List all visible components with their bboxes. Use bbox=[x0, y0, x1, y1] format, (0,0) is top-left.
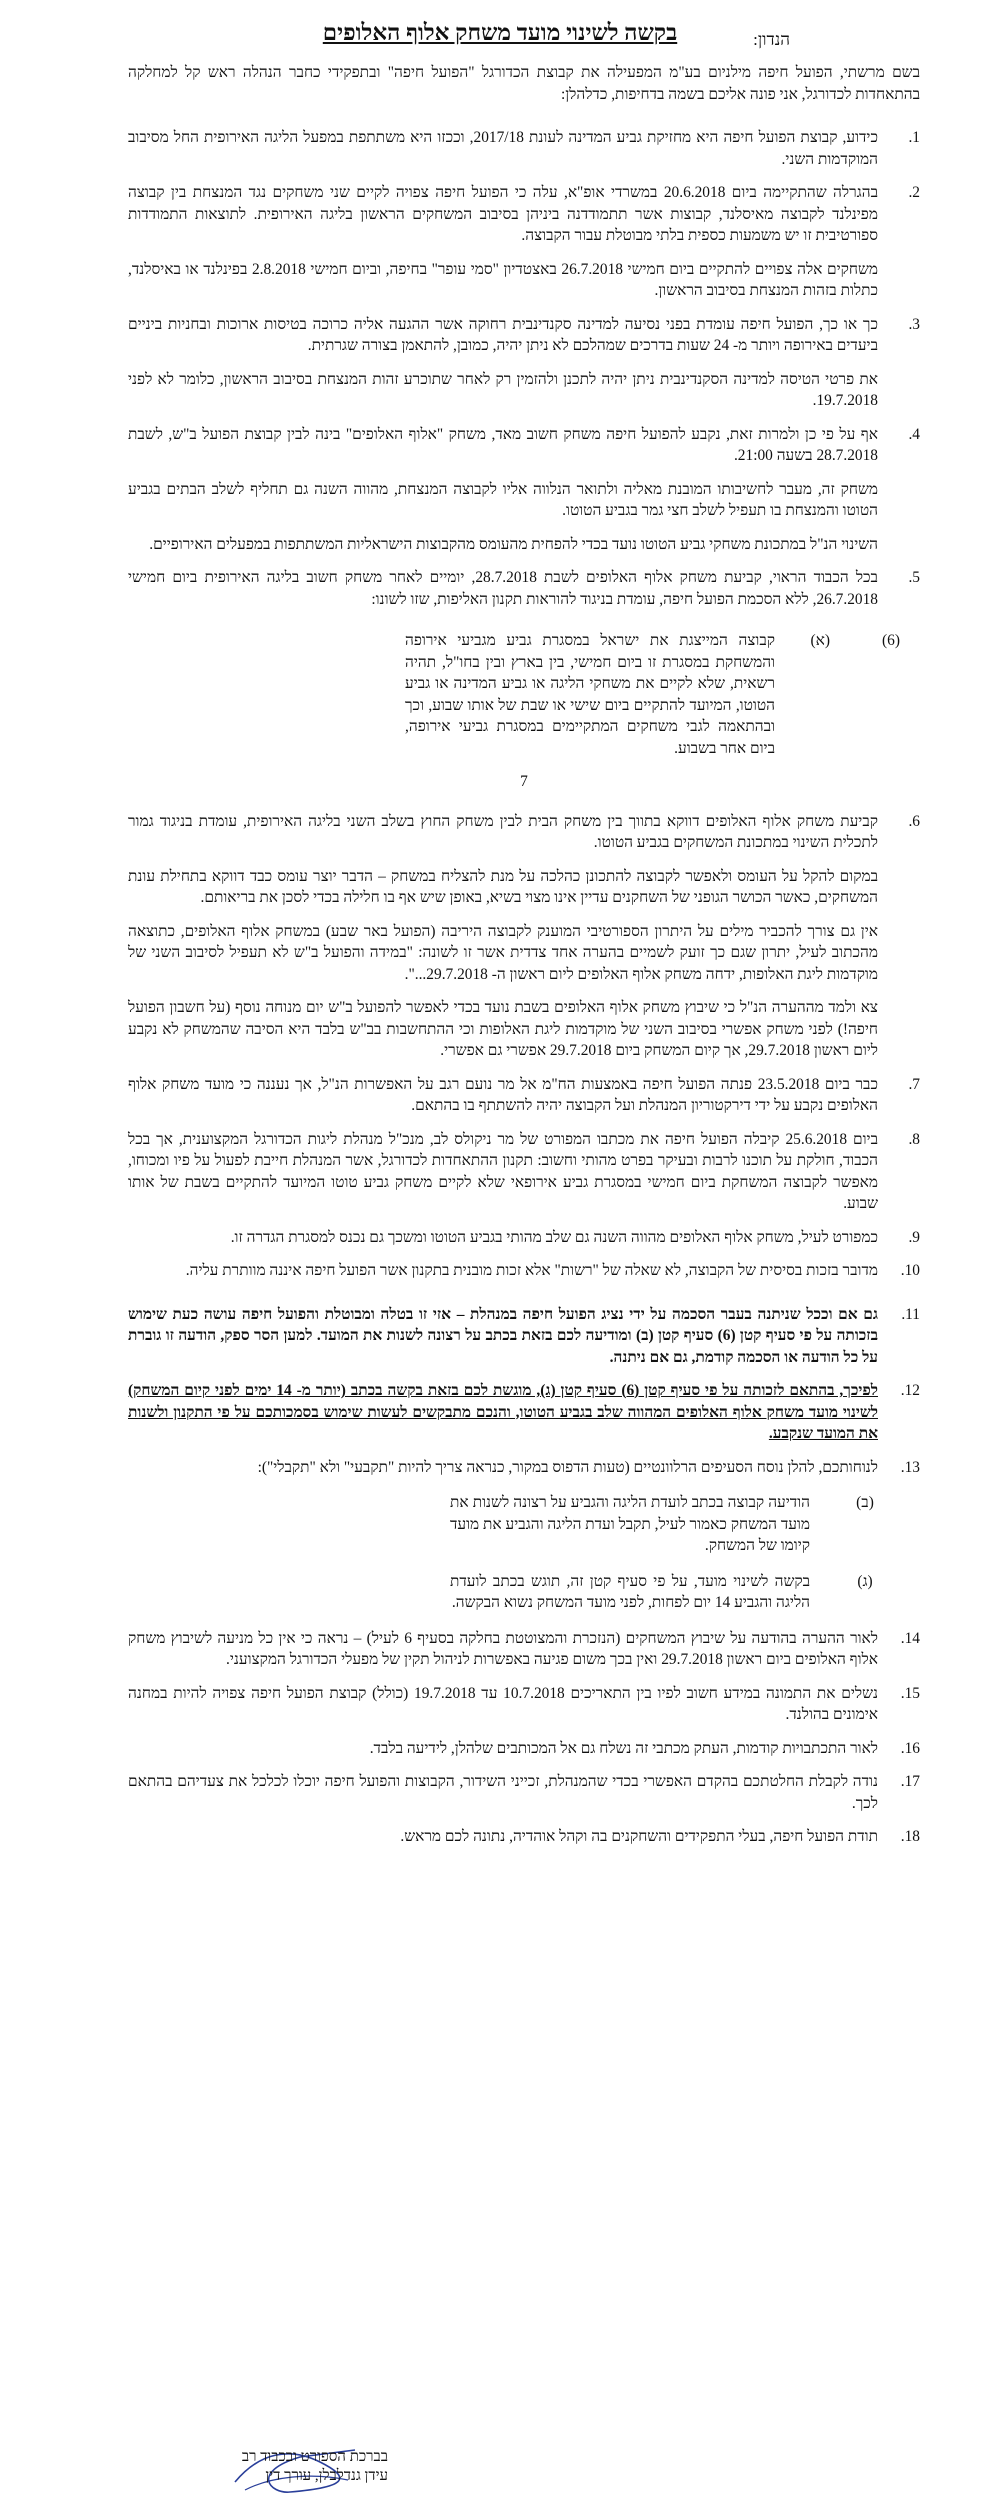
list-item bbox=[128, 811, 920, 1062]
item-number: 11. bbox=[901, 1305, 920, 1323]
item-text bbox=[128, 1260, 878, 1282]
item-paragraph: כמפורט לעיל, משחק אלוף האלופים מהווה השנה גם שלב מהותי בגביע הטוטו ומשכך גם נכנס למסגרת הגדרה זו. bbox=[230, 1228, 878, 1246]
item-text: לאור ההערה בהודעה על שיבוץ המשחקים (הנזכרת והמצוטטת בחלקה בסעיף 6 לעיל) – נראה כי אין כל מניעה לשיבוץ משחק אלוף האלופים ביום ראשון 29.7.2018 ואין בכך משום פגיעה באפשרות לניהול תקין של מפעלי הכדורגל המקצועני. bbox=[128, 1629, 878, 1668]
item-text bbox=[128, 127, 878, 170]
document-header bbox=[0, 8, 1000, 58]
item-paragraph: מדובר בזכות בסיסית של הקבוצה, לא שאלה של "רשות" אלא זכות מובנית בתקנון אשר הפועל חיפה איננה מוותרת עליה. bbox=[185, 1262, 878, 1279]
item-text bbox=[128, 182, 878, 302]
sub-clause bbox=[128, 1571, 920, 1614]
intro-paragraph: בשם מרשתי, הפועל חיפה מילניום בע"מ המפעילה את קבוצת הכדורגל "הפועל חיפה" ובתפקידי כחבר הנהלה ראש קל למחלקה בהתאחדות לכדורגל, אני פונה אליכם בשמה בדחיפות, כדלהלן: bbox=[128, 64, 920, 103]
list-item bbox=[128, 314, 920, 412]
item-paragraph: כבר ביום 23.5.2018 פנתה הפועל חיפה באמצעות הח"מ אל מר נועם רגב על האפשרות הנ"ל, אך נעננה כי מועד משחק אלוף האלופים נקבע על ידי דירקטוריון המנהלת ועל הקבוצה יהיה להשתתף בו בהתאם. bbox=[128, 1075, 878, 1114]
items-section-2 bbox=[128, 811, 920, 1282]
item-text bbox=[128, 811, 878, 1062]
list-item bbox=[128, 1074, 920, 1117]
sub-clause-text: הודיעה קבוצה בכתב לועדת הליגה והגביע על רצונה לשנות את מועד המשחק כאמור לעיל, תקבל ועדת הליגה והגביע את מועד קיומו של המשחק. bbox=[450, 1494, 810, 1554]
list-item bbox=[128, 1304, 920, 1369]
item-text: לאור התכתבויות קודמות, העתק מכתבי זה נשלח גם אל המכותבים שלהלן, לידיעה בלבד. bbox=[369, 1739, 878, 1757]
item-number: 8. bbox=[908, 1130, 920, 1148]
item-paragraph: קביעת משחק אלוף האלופים דווקא בתווך בין משחק הבית לבין משחק החוץ בשלב השני בליגה האירופית, עומדת בניגוד גמור לתכלית השינוי במתכונת המשחקים בגביע הטוטו. bbox=[128, 812, 878, 851]
item-paragraph: בהגרלה שהתקיימה ביום 20.6.2018 במשרדי אופ"א, עלה כי הפועל חיפה צפויה לקיים שני משחקים נגד המנצחת בין קבוצה מפינלנד לקבוצה מאיסלנד, קבוצות אשר תתמודדנה ביניהן בסיבוב המשחקים הראשון בליגה האירופית. לתוצאות התמודדות ספורטיבית זו יש משמעות כספית בלתי מבוטלת עבור הקבוצה. bbox=[128, 184, 878, 244]
item-text bbox=[128, 424, 878, 556]
subject-title: בקשה לשינוי מועד משחק אלוף האלופים bbox=[322, 20, 678, 45]
item-text bbox=[128, 567, 878, 610]
quote-number: (6) bbox=[882, 632, 900, 649]
list-item bbox=[128, 1260, 920, 1282]
item-text: לנוחותכם, להלן נוסח הסעיפים הרלוונטיים (טעות הדפוס במקור, כנראה צריך להיות "תקבעי" ולא "תקבלי"): bbox=[257, 1458, 878, 1476]
item-number: 10. bbox=[900, 1262, 920, 1279]
item-paragraph: כידוע, קבוצת הפועל חיפה היא מחזיקת גביע המדינה לעונת 2017/18, וככזו היא משתתפת במפעל הליגה האירופית החל מסיבוב המוקדמות השני. bbox=[128, 129, 878, 168]
list-item bbox=[128, 567, 920, 610]
document-body bbox=[128, 62, 920, 1860]
regulation-quote bbox=[128, 630, 920, 759]
list-item bbox=[128, 182, 920, 302]
list-item bbox=[128, 424, 920, 556]
list-item bbox=[128, 1628, 920, 1671]
list-item bbox=[128, 127, 920, 170]
sub-clause-text: בקשה לשינוי מועד, על פי סעיף קטן זה, תוגש בכתב לועדת הליגה והגביע 14 יום לפחות, לפני מועד המשחק נשוא הבקשה. bbox=[450, 1572, 810, 1611]
quote-text: קבוצה המייצגת את ישראל במסגרת גביע מגביעי אירופה והמשחקת במסגרת זו ביום חמישי, בין בארץ ובין בחו"ל, תהיה רשאית, שלא לקיים את משחקי הליגה או גביע המדינה או גביע הטוטו, המיועד להתקיים ביום שישי או שבת של אותו שבוע, וכך ובהתאמה לגבי משחקים המתקיימים במסגרת גביעי אירופה, ביום אחר בשבוע. bbox=[405, 632, 775, 757]
page-number: 7 bbox=[520, 773, 528, 790]
item-number: 6. bbox=[908, 812, 920, 830]
item-number: 7. bbox=[908, 1075, 920, 1093]
item-paragraph: משחק זה, מעבר לחשיבותו המובנת מאליה ולתואר הנלווה אליו לקבוצה המנצחת, מהווה השנה גם תחליף לשלב הבתים בגביע הטוטו והמנצחת בו תעפיל לשלב חצי גמר בגביע הטוטו. bbox=[128, 480, 878, 519]
item-paragraph: צא ולמד מההערה הנ"ל כי שיבוץ משחק אלוף האלופים בשבת נועד בכדי לאפשר להפועל ב"ש יום מנוחה נוסף (על חשבון הפועל חיפה!) לפני משחק אפשרי בסיבוב השני של מוקדמות ליגת האלופות וכי ההתחשבות בב"ש בלבד היא הסיבה שהמשחק לא נקבע ליום ראשון 29.7.2018, אך קיום המשחק ביום 29.7.2018 אפשרי גם אפשרי. bbox=[128, 999, 878, 1059]
item-text: לפיכך, בהתאם לזכותה על פי סעיף קטן (6) סעיף קטן (ג), מוגשת לכם בזאת בקשה בכתב (יותר מ- 14 ימים לפני קיום המשחק) לשינוי מועד משחק אלוף האלופים המהווה שלב בגביע הטוטו, והנכם מתבקשים לעשות שימוש בסמכותכם על פי התקנון ולשנות את המועד שנקבע. bbox=[128, 1382, 878, 1442]
item-number: 16. bbox=[900, 1739, 920, 1757]
list-item bbox=[128, 1771, 920, 1814]
list-item bbox=[128, 1227, 920, 1249]
item-text: נשלים את התמונה במידע חשוב לפיו בין התאריכים 10.7.2018 עד 19.7.2018 (כולל) קבוצת הפועל חיפה צפויה להיות במחנה אימונים בהולנד. bbox=[128, 1684, 879, 1723]
list-item bbox=[128, 1738, 920, 1760]
item-paragraph: במקום להקל על העומס ולאפשר לקבוצה להתכונן כהלכה על מנת להצליח במשחק – הדבר יוצר עומס כבד דווקא בתחילת עונת המשחקים, כאשר הכושר הגופני של השחקנים עדיין אינו מצוי בשיא, באופן שיש אף בו חלילה בכדי לסכן את בריאותם. bbox=[128, 867, 878, 906]
item-number: 2. bbox=[908, 184, 920, 201]
quote-letter: (א) bbox=[810, 632, 830, 649]
item-number: 9. bbox=[908, 1228, 920, 1246]
list-item bbox=[128, 1683, 920, 1726]
items-section-1 bbox=[128, 127, 920, 610]
item-text: תודת הפועל חיפה, בעלי התפקידים והשחקנים בה וקהל אוהדיה, נתונה לכם מראש. bbox=[400, 1828, 878, 1845]
list-item bbox=[128, 1129, 920, 1215]
item-number: 15. bbox=[900, 1684, 920, 1702]
signature-line-1: בברכת הספורט ובכבוד רב bbox=[241, 2449, 388, 2465]
item-paragraph: השינוי הנ"ל במתכונת משחקי גביע הטוטו נועד בכדי להפחית מהעומס מהקבוצות הישראליות המשתתפות במפעלים האירופיים. bbox=[149, 535, 878, 553]
item-text bbox=[128, 1129, 878, 1215]
item-paragraph: את פרטי הטיסה למדינה הסקנדינבית ניתן יהיה לתכנן ולהזמין רק לאחר שתוכרע זהות המנצחת בסיבוב הראשון, כלומר לא לפני 19.7.2018. bbox=[128, 370, 878, 409]
item-number: 13. bbox=[900, 1458, 920, 1476]
item-paragraph: אין גם צורך להכביר מילים על היתרון הספורטיבי המוענק לקבוצה היריבה (הפועל באר שבע) במשחק אלוף האלופים, כתוצאה מהכתוב לעיל, יתרון שגם כך זועק לשמיים בהערה אחד צדדית אשר זו לשונה: "במידה והפועל ב"ש לא תעפיל לסיבוב השני של מוקדמות ליגת האלופות, ידחה משחק אלוף האלופים ליום ראשון ה- 29.7.2018...". bbox=[128, 922, 878, 983]
sub-clause-letter: (ב) bbox=[856, 1494, 874, 1511]
sub-clause-letter: (ג) bbox=[857, 1572, 873, 1590]
list-item bbox=[128, 1380, 920, 1445]
item-text: נודה לקבלת החלטתכם בהקדם האפשרי בכדי שהמנהלת, זכייני השידור, הקבוצות והפועל חיפה יוכלו לכלכל את צעדיהם בהתאם לכך. bbox=[128, 1773, 878, 1812]
item-number: 5. bbox=[908, 569, 920, 586]
item-paragraph: בכל הכבוד הראוי, קביעת משחק אלוף האלופים לשבת 28.7.2018, יומיים לאחר משחק חשוב בליגה האירופית ביום חמישי 26.7.2018, ללא הסכמת הפועל חיפה, עומדת בניגוד להוראות תקנון האליפות, שזו לשונו: bbox=[128, 569, 878, 608]
item-paragraph: משחקים אלה צפויים להתקיים ביום חמישי 26.7.2018 באצטדיון "סמי עופר" בחיפה, וביום חמישי 2.8.2018 בפינלנד או באיסלנד, כתלות בזהות המנצחת בסיבוב הראשון. bbox=[128, 260, 878, 299]
item-number: 12. bbox=[900, 1382, 920, 1399]
item-paragraph: אף על פי כן ולמרות זאת, נקבע להפועל חיפה משחק חשוב מאד, משחק "אלוף האלופים" בינה לבין קבוצת הפועל ב"ש, לשבת 28.7.2018 בשעה 21:00. bbox=[128, 425, 878, 464]
item-number: 17. bbox=[900, 1773, 920, 1790]
sub-clause bbox=[128, 1492, 920, 1557]
item-number: 18. bbox=[900, 1828, 920, 1845]
list-item bbox=[128, 1826, 920, 1848]
item-number: 14. bbox=[900, 1629, 920, 1647]
item-text bbox=[128, 1227, 878, 1249]
item-number: 1. bbox=[908, 129, 920, 146]
subject-label: הנדון: bbox=[753, 30, 790, 49]
signature-line-2: עידן גנדלבלן, עורך דין bbox=[265, 2468, 388, 2484]
item-paragraph: כך או כך, הפועל חיפה עומדת בפני נסיעה למדינה סקנדינבית רחוקה אשר ההגעה אליה כרוכה בטיסות ארוכות ובחניות ביניים ביעדים באירופה ויותר מ- 24 שעות בדרכים שמהלכם לא ניתן יהיה, כמובן, להתאמן בצורה שגרתית. bbox=[128, 315, 878, 354]
list-item bbox=[128, 1457, 920, 1479]
item-text: גם אם וככל שניתנה בעבר הסכמה על ידי נציג הפועל חיפה במנהלת – אזי זו בטלה ומבוטלת והפועל חיפה עושה כעת שימוש בזכותה על פי סעיף קטן (6) סעיף קטן (ב) ומודיעה לכם בזאת בכתב על רצונה לשנות את המועד. למען הסר ספק, הודעה זו גוברת על כל הודעה או הסכמה קודמת, גם אם ניתנה. bbox=[128, 1305, 878, 1366]
signature-block bbox=[228, 2448, 388, 2486]
item-number: 3. bbox=[908, 315, 920, 333]
item-text bbox=[128, 314, 878, 412]
item-text bbox=[128, 1074, 878, 1117]
item-paragraph: ביום 25.6.2018 קיבלה הפועל חיפה את מכתבו המפורט של מר ניקולס לב, מנכ"ל מנהלת ליגות הכדורגל המקצוענית, אך בכל הכבוד, חולקת על תוכנו לרבות ובעיקר בפרט מהותי וחשוב: תקנון ההתאחדות לכדורגל, אשר המנהלת חייבת לפעול על פיו ומכוחו, מאפשר לקבוצה המשחקת ביום חמישי במסגרת גביע אירופאי שלא לקיים משחק גביע טוטו המיועד להתקיים בשבת של אותו שבוע. bbox=[128, 1130, 878, 1212]
items-section-4 bbox=[128, 1628, 920, 1848]
item-number: 4. bbox=[908, 425, 920, 443]
